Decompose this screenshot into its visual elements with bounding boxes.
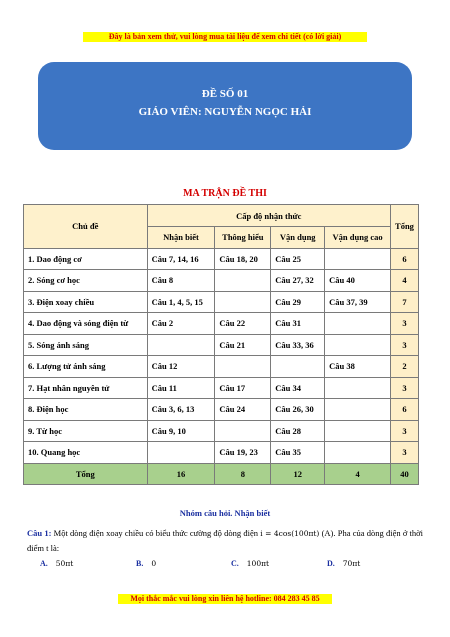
- question-text: (A). Pha của dòng điện ở thời điểm t là:: [27, 528, 424, 553]
- topic-cell: 2. Sóng cơ học: [24, 270, 148, 292]
- topic-cell: 5. Sóng ánh sáng: [24, 334, 148, 356]
- table-row: [24, 248, 419, 270]
- table-row: [24, 420, 419, 442]
- topic-cell: 9. Từ học: [24, 420, 148, 442]
- teacher-name: GIÁO VIÊN: NGUYỄN NGỌC HẢI: [138, 106, 312, 118]
- sum-cell: 16: [147, 463, 215, 484]
- header-level: Thông hiểu: [215, 227, 271, 249]
- matrix-title: MA TRẬN ĐỀ THI: [183, 188, 267, 199]
- option-b[interactable]: [136, 559, 156, 568]
- level-cell: [325, 313, 391, 335]
- total-cell: 3: [390, 313, 418, 335]
- level-cell: [215, 420, 271, 442]
- level-cell: [325, 399, 391, 421]
- question-label: Câu 1:: [27, 528, 52, 538]
- level-cell: [325, 377, 391, 399]
- option-label: C.: [231, 559, 239, 568]
- total-cell: 2: [390, 356, 418, 378]
- hotline-notice: Mọi thắc mắc vui lòng xin liên hệ hotline: 084 283 45 85: [118, 594, 332, 604]
- level-cell: Câu 8: [147, 270, 215, 292]
- sum-cell: 4: [325, 463, 391, 484]
- topic-cell: 3. Điện xoay chiều: [24, 291, 148, 313]
- level-cell: [325, 442, 391, 464]
- level-cell: [215, 291, 271, 313]
- level-cell: Câu 28: [271, 420, 325, 442]
- level-cell: Câu 31: [271, 313, 325, 335]
- table-row: [24, 399, 419, 421]
- sum-label: Tổng: [24, 463, 148, 484]
- topic-cell: 10. Quang học: [24, 442, 148, 464]
- option-value: 100πt: [246, 559, 270, 568]
- total-cell: 4: [390, 270, 418, 292]
- level-cell: [215, 270, 271, 292]
- header-level: Vận dụng: [271, 227, 325, 249]
- option-c[interactable]: [231, 559, 269, 568]
- table-row: [24, 291, 419, 313]
- table-row: [24, 377, 419, 399]
- level-cell: Câu 22: [215, 313, 271, 335]
- level-cell: Câu 40: [325, 270, 391, 292]
- total-cell: 3: [390, 420, 418, 442]
- total-cell: 3: [390, 334, 418, 356]
- level-cell: Câu 12: [147, 356, 215, 378]
- header-topic: Chủ đề: [24, 205, 148, 249]
- level-cell: Câu 3, 6, 13: [147, 399, 215, 421]
- table-row: [24, 442, 419, 464]
- level-cell: Câu 17: [215, 377, 271, 399]
- total-cell: 3: [390, 442, 418, 464]
- level-cell: Câu 21: [215, 334, 271, 356]
- option-value: 50πt: [55, 559, 74, 568]
- total-cell: 7: [390, 291, 418, 313]
- option-a[interactable]: [40, 559, 73, 568]
- level-cell: Câu 9, 10: [147, 420, 215, 442]
- level-cell: Câu 37, 39: [325, 291, 391, 313]
- level-cell: Câu 33, 36: [271, 334, 325, 356]
- exam-number: ĐỀ SỐ 01: [201, 88, 249, 100]
- level-cell: Câu 29: [271, 291, 325, 313]
- level-cell: Câu 7, 14, 16: [147, 248, 215, 270]
- sum-cell: 40: [390, 463, 418, 484]
- question-group-title: Nhóm câu hỏi. Nhận biết: [179, 508, 271, 518]
- header-level: Nhận biết: [147, 227, 215, 249]
- header-total: Tổng: [390, 205, 418, 249]
- sum-cell: 8: [215, 463, 271, 484]
- header-level: Vận dụng cao: [325, 227, 391, 249]
- table-row: [24, 313, 419, 335]
- level-cell: Câu 18, 20: [215, 248, 271, 270]
- question-text: Một dòng điện xoay chiều có biểu thức cường độ dòng điện: [51, 528, 261, 538]
- level-cell: Câu 38: [325, 356, 391, 378]
- topic-cell: 7. Hạt nhân nguyên tử: [24, 377, 148, 399]
- table-row: [24, 356, 419, 378]
- level-cell: [325, 420, 391, 442]
- level-cell: Câu 35: [271, 442, 325, 464]
- level-cell: [325, 248, 391, 270]
- level-cell: [271, 356, 325, 378]
- option-value: 70πt: [342, 559, 361, 568]
- level-cell: Câu 11: [147, 377, 215, 399]
- table-row-total: [24, 463, 419, 484]
- level-cell: Câu 1, 4, 5, 15: [147, 291, 215, 313]
- total-cell: 3: [390, 377, 418, 399]
- total-cell: 6: [390, 399, 418, 421]
- header-level-group: Cấp độ nhận thức: [147, 205, 390, 227]
- table-row: [24, 334, 419, 356]
- level-cell: [325, 334, 391, 356]
- preview-notice: Đây là bản xem thử, vui lòng mua tài liệu để xem chi tiết (có lời giải): [83, 32, 367, 42]
- topic-cell: 4. Dao động và sóng điện từ: [24, 313, 148, 335]
- option-label: D.: [327, 559, 335, 568]
- level-cell: [215, 356, 271, 378]
- option-label: B.: [136, 559, 144, 568]
- option-value: 0: [151, 559, 157, 568]
- level-cell: Câu 19, 23: [215, 442, 271, 464]
- exam-banner: [38, 62, 412, 150]
- level-cell: Câu 24: [215, 399, 271, 421]
- question-1: [27, 526, 423, 555]
- level-cell: Câu 2: [147, 313, 215, 335]
- topic-cell: 6. Lượng tử ánh sáng: [24, 356, 148, 378]
- total-cell: 6: [390, 248, 418, 270]
- question-formula: i = 4cos(100πt): [260, 529, 320, 538]
- topic-cell: 1. Dao động cơ: [24, 248, 148, 270]
- sum-cell: 12: [271, 463, 325, 484]
- option-d[interactable]: [327, 559, 360, 568]
- table-row: [24, 270, 419, 292]
- level-cell: Câu 34: [271, 377, 325, 399]
- level-cell: Câu 26, 30: [271, 399, 325, 421]
- topic-cell: 8. Điện học: [24, 399, 148, 421]
- exam-matrix-table: [23, 204, 419, 485]
- level-cell: [147, 334, 215, 356]
- level-cell: Câu 25: [271, 248, 325, 270]
- level-cell: Câu 27, 32: [271, 270, 325, 292]
- level-cell: [147, 442, 215, 464]
- option-label: A.: [40, 559, 48, 568]
